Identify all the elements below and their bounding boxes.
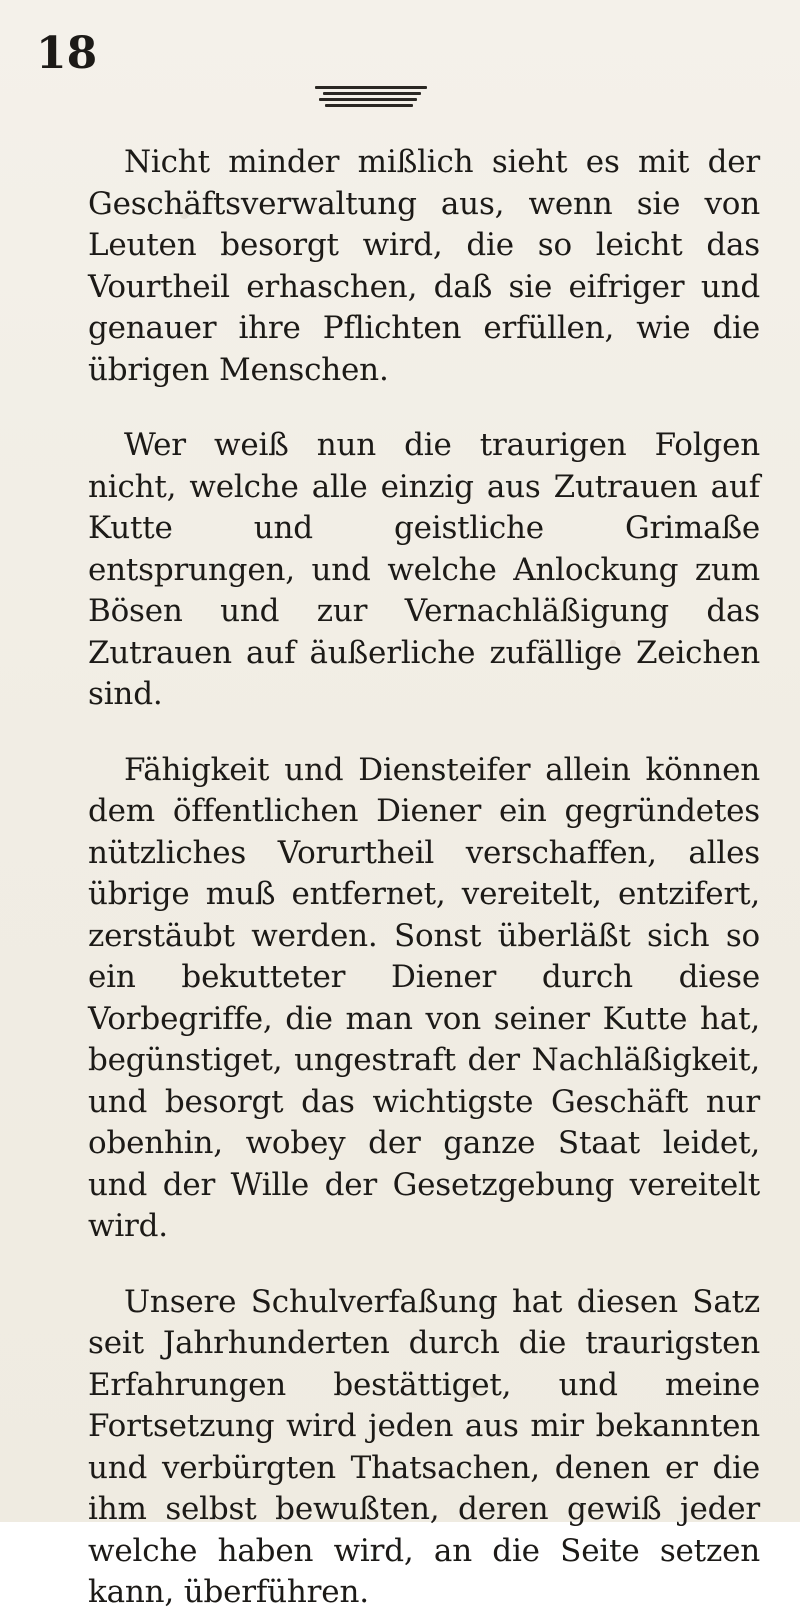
paragraph: Unsere Schulverfaßung hat diesen Satz seit Jahrhunderten durch die traurigsten Erfahrungen bestättiget, und meine Fortsetzung wird jeden aus mir bekannten und verbürgten Thatsachen, denen er die ihm selbst bewußten, deren gewiß jeder welche haben wird, an die Seite setzen kann, überführen.: [88, 1283, 760, 1610]
paragraph: Nicht minder mißlich sieht es mit der Geschäftsverwaltung aus, wenn sie von Leuten besorgt wird, die so leicht das Vourtheil erhaschen, daß sie eifriger und genauer ihre Pflichten erfüllen, wie die übrigen Menschen.: [88, 144, 760, 388]
body-text: [88, 142, 760, 1614]
paragraph: Wer weiß nun die traurigen Folgen nicht, welche alle einzig aus Zutrauen auf Kutte und geistliche Grimaße entsprungen, und welche Anlockung zum Bösen und zur Vernachläßigung das Zutrauen auf äußerliche zufällige Zeichen sind.: [88, 427, 760, 712]
paragraph: Fähigkeit und Diensteifer allein können dem öffentlichen Diener ein gegründetes nützliches Vorurtheil verschaffen, alles übrige muß entfernet, vereitelt, entzifert, zerstäubt werden. Sonst überläßt sich so ein bekutteter Diener durch diese Vorbegriffe, die man von seiner Kutte hat, begünstiget, ungestraft der Nachläßigkeit, und besorgt das wichtigste Geschäft nur obenhin, wobey der ganze Staat leidet, und der Wille der Gesetzgebung vereitelt wird.: [88, 751, 760, 1244]
page-number: 18: [36, 28, 98, 79]
header-ornament: [315, 86, 427, 108]
